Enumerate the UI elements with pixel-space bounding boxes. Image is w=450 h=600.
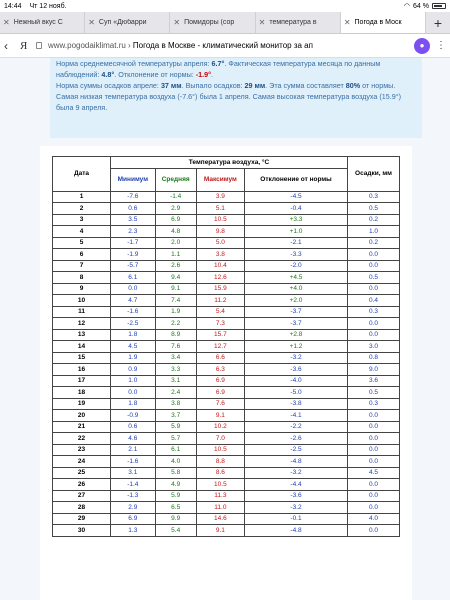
- close-icon[interactable]: ✕: [173, 18, 181, 27]
- cell-deviation: -3.8: [245, 398, 348, 410]
- url-title: Погода в Москве - климатический монитор за ап: [132, 41, 313, 50]
- cell-precip: 1.0: [348, 226, 400, 238]
- cell-deviation: -3.2: [245, 352, 348, 364]
- cell-precip: 0.0: [348, 260, 400, 272]
- cell-avg: 4.8: [155, 226, 196, 238]
- header-deviation: Отклонение от нормы: [245, 168, 348, 191]
- cell-avg: 5.8: [155, 467, 196, 479]
- cell-deviation: -3.7: [245, 318, 348, 330]
- cell-max: 9.1: [196, 410, 244, 422]
- cell-min: 4.5: [111, 341, 156, 353]
- cell-deviation: -4.4: [245, 479, 348, 491]
- url-domain: www.pogodaiklimat.ru: [48, 41, 126, 50]
- close-icon[interactable]: ✕: [88, 18, 95, 27]
- cell-precip: 0.0: [348, 283, 400, 295]
- cell-min: 0.6: [111, 203, 156, 215]
- cell-min: 2.9: [111, 502, 156, 514]
- cell-max: 9.1: [196, 525, 244, 537]
- cell-precip: 0.3: [348, 306, 400, 318]
- cell-avg: 4.0: [155, 456, 196, 468]
- cell-max: 15.7: [196, 329, 244, 341]
- cell-min: 0.0: [111, 283, 156, 295]
- tab-label: Суп «Дюбарри: [98, 19, 147, 26]
- summary-value: 6.7°: [211, 59, 225, 68]
- cell-avg: 2.0: [155, 237, 196, 249]
- cell-date: 7: [53, 260, 111, 272]
- cell-avg: 5.9: [155, 490, 196, 502]
- tab-label: Погода в Моск: [354, 19, 402, 26]
- cell-date: 14: [53, 341, 111, 353]
- cell-precip: 0.0: [348, 444, 400, 456]
- cell-precip: 3.0: [348, 341, 400, 353]
- summary-extremes: Самая низкая температура воздуха (-7.6°) была 1 апреля. Самая высокая температура воздуха (15.9°) была 9 апреля.: [56, 92, 402, 112]
- cell-date: 3: [53, 214, 111, 226]
- cell-min: -7.6: [111, 191, 156, 203]
- cell-max: 7.3: [196, 318, 244, 330]
- cell-date: 6: [53, 249, 111, 261]
- cell-date: 25: [53, 467, 111, 479]
- cell-date: 28: [53, 502, 111, 514]
- cell-precip: 0.0: [348, 490, 400, 502]
- cell-max: 7.0: [196, 433, 244, 445]
- cell-avg: 4.9: [155, 479, 196, 491]
- cell-max: 11.2: [196, 295, 244, 307]
- cell-date: 11: [53, 306, 111, 318]
- cell-date: 17: [53, 375, 111, 387]
- cell-avg: 6.1: [155, 444, 196, 456]
- weather-table: [52, 156, 400, 537]
- status-right: [404, 2, 446, 10]
- cell-precip: 0.3: [348, 398, 400, 410]
- table-row: [53, 306, 400, 318]
- tab-4[interactable]: [256, 12, 341, 33]
- cell-min: -1.4: [111, 479, 156, 491]
- cell-date: 4: [53, 226, 111, 238]
- summary-text: Норма суммы осадков апреле:: [56, 81, 161, 90]
- summary-text: .: [211, 70, 214, 79]
- table-container: [40, 146, 412, 600]
- cell-deviation: -0.1: [245, 513, 348, 525]
- table-row: [53, 249, 400, 261]
- table-row: [53, 525, 400, 537]
- cell-min: 1.3: [111, 525, 156, 537]
- cell-precip: 0.0: [348, 329, 400, 341]
- url-separator: ›: [125, 41, 133, 50]
- url-field[interactable]: [48, 41, 408, 50]
- table-row: [53, 237, 400, 249]
- cell-max: 8.6: [196, 467, 244, 479]
- cell-min: -1.6: [111, 306, 156, 318]
- cell-deviation: -3.3: [245, 249, 348, 261]
- cell-precip: 0.0: [348, 502, 400, 514]
- table-row: [53, 467, 400, 479]
- tab-label: Помидоры (сор: [184, 19, 235, 26]
- cell-deviation: -4.8: [245, 525, 348, 537]
- cell-avg: 2.9: [155, 203, 196, 215]
- header-avg: Средняя: [155, 168, 196, 191]
- cell-avg: 3.1: [155, 375, 196, 387]
- wifi-icon: ◠: [403, 3, 411, 10]
- tab-2[interactable]: [85, 12, 170, 33]
- cell-avg: 2.4: [155, 387, 196, 399]
- cell-avg: -1.4: [155, 191, 196, 203]
- cell-max: 6.6: [196, 352, 244, 364]
- cell-max: 12.6: [196, 272, 244, 284]
- tab-label: Нежный вкус С: [13, 19, 63, 26]
- cell-min: -0.9: [111, 410, 156, 422]
- table-row: [53, 318, 400, 330]
- cell-deviation: +2.8: [245, 329, 348, 341]
- cell-max: 12.7: [196, 341, 244, 353]
- cell-avg: 9.4: [155, 272, 196, 284]
- new-tab-button[interactable]: +: [433, 14, 443, 31]
- tab-3[interactable]: [170, 12, 255, 33]
- cell-precip: 0.0: [348, 456, 400, 468]
- cell-deviation: -3.2: [245, 467, 348, 479]
- cell-min: 4.6: [111, 433, 156, 445]
- summary-value: 4.8°: [101, 70, 115, 79]
- status-time: 14:44: [4, 2, 22, 10]
- cell-deviation: -2.5: [245, 444, 348, 456]
- cell-date: 19: [53, 398, 111, 410]
- table-row: [53, 364, 400, 376]
- cell-date: 24: [53, 456, 111, 468]
- summary-value: 37 мм: [160, 81, 182, 90]
- header-date: Дата: [53, 157, 111, 192]
- page-content: [0, 58, 450, 600]
- cell-avg: 1.1: [155, 249, 196, 261]
- summary-text: . Эта сумма составляет: [265, 81, 346, 90]
- status-bar: [0, 0, 450, 12]
- cell-date: 1: [53, 191, 111, 203]
- summary-precip: [56, 80, 416, 91]
- cell-date: 27: [53, 490, 111, 502]
- summary-text: . Отклонение от нормы:: [114, 70, 196, 79]
- cell-deviation: -2.6: [245, 433, 348, 445]
- cell-min: 6.9: [111, 513, 156, 525]
- cell-date: 9: [53, 283, 111, 295]
- table-row: [53, 260, 400, 272]
- cell-deviation: +4.0: [245, 283, 348, 295]
- cell-deviation: -2.1: [245, 237, 348, 249]
- cell-max: 8.8: [196, 456, 244, 468]
- cell-precip: 0.0: [348, 318, 400, 330]
- table-row: [53, 226, 400, 238]
- cell-deviation: -2.2: [245, 421, 348, 433]
- cell-deviation: +1.0: [245, 226, 348, 238]
- cell-max: 10.5: [196, 444, 244, 456]
- cell-avg: 3.7: [155, 410, 196, 422]
- cell-min: -1.6: [111, 456, 156, 468]
- cell-avg: 9.9: [155, 513, 196, 525]
- cell-min: 3.1: [111, 467, 156, 479]
- cell-deviation: -2.0: [245, 260, 348, 272]
- cell-deviation: +4.5: [245, 272, 348, 284]
- status-date: Чт 12 нояб.: [29, 2, 67, 10]
- summary-text: . Фактическая температура месяца по данным наблюдений:: [56, 59, 381, 79]
- table-row: [53, 375, 400, 387]
- table-row: [53, 421, 400, 433]
- cell-max: 9.8: [196, 226, 244, 238]
- cell-deviation: -4.0: [245, 375, 348, 387]
- cell-max: 11.3: [196, 490, 244, 502]
- cell-precip: 4.0: [348, 513, 400, 525]
- cell-precip: 0.5: [348, 203, 400, 215]
- cell-min: -2.5: [111, 318, 156, 330]
- cell-deviation: -3.6: [245, 490, 348, 502]
- cell-date: 16: [53, 364, 111, 376]
- tab-bar: [0, 12, 450, 34]
- cell-date: 30: [53, 525, 111, 537]
- cell-max: 15.9: [196, 283, 244, 295]
- cell-date: 10: [53, 295, 111, 307]
- cell-min: -1.3: [111, 490, 156, 502]
- table-row: [53, 490, 400, 502]
- cell-date: 15: [53, 352, 111, 364]
- cell-precip: 9.0: [348, 364, 400, 376]
- summary-value: -1.9°: [195, 70, 212, 79]
- cell-min: 2.3: [111, 226, 156, 238]
- cell-avg: 9.1: [155, 283, 196, 295]
- cell-min: 1.0: [111, 375, 156, 387]
- cell-precip: 0.0: [348, 433, 400, 445]
- close-icon[interactable]: ✕: [258, 18, 266, 27]
- cell-max: 5.1: [196, 203, 244, 215]
- cell-date: 20: [53, 410, 111, 422]
- cell-date: 18: [53, 387, 111, 399]
- cell-min: 0.0: [111, 387, 156, 399]
- table-row: [53, 479, 400, 491]
- header-temperature: Температура воздуха, °С: [111, 157, 348, 169]
- cell-deviation: -4.8: [245, 456, 348, 468]
- cell-date: 5: [53, 237, 111, 249]
- cell-precip: 0.2: [348, 214, 400, 226]
- cell-min: -1.9: [111, 249, 156, 261]
- lock-icon: [36, 42, 42, 49]
- table-row: [53, 410, 400, 422]
- header-min: Минимум: [111, 168, 156, 191]
- cell-min: -1.7: [111, 237, 156, 249]
- cell-max: 3.8: [196, 249, 244, 261]
- cell-deviation: -3.7: [245, 306, 348, 318]
- cell-deviation: -4.1: [245, 410, 348, 422]
- table-row: [53, 387, 400, 399]
- microphone-icon[interactable]: ●: [414, 38, 430, 54]
- tab-1[interactable]: [0, 12, 85, 33]
- cell-precip: 0.0: [348, 249, 400, 261]
- cell-deviation: -0.4: [245, 203, 348, 215]
- cell-precip: 0.4: [348, 295, 400, 307]
- cell-max: 6.3: [196, 364, 244, 376]
- cell-deviation: -5.0: [245, 387, 348, 399]
- cell-max: 10.4: [196, 260, 244, 272]
- cell-date: 12: [53, 318, 111, 330]
- summary-text: от нормы.: [360, 81, 396, 90]
- table-row: [53, 191, 400, 203]
- cell-avg: 7.6: [155, 341, 196, 353]
- summary-text: Норма среднемесячной температуры апреля:: [56, 59, 212, 68]
- cell-precip: 0.3: [348, 191, 400, 203]
- cell-deviation: -3.6: [245, 364, 348, 376]
- summary-value: 29 мм: [244, 81, 266, 90]
- cell-date: 26: [53, 479, 111, 491]
- cell-max: 6.9: [196, 375, 244, 387]
- cell-avg: 2.6: [155, 260, 196, 272]
- table-row: [53, 283, 400, 295]
- table-row: [53, 513, 400, 525]
- table-row: [53, 329, 400, 341]
- battery-percent: 64 %: [413, 2, 429, 10]
- cell-avg: 5.9: [155, 421, 196, 433]
- cell-max: 3.9: [196, 191, 244, 203]
- cell-avg: 7.4: [155, 295, 196, 307]
- summary-temp: [56, 58, 416, 80]
- cell-deviation: -3.2: [245, 502, 348, 514]
- table-body: [53, 191, 400, 536]
- close-icon[interactable]: ✕: [343, 18, 351, 27]
- cell-avg: 8.9: [155, 329, 196, 341]
- table-row: [53, 456, 400, 468]
- cell-min: 6.1: [111, 272, 156, 284]
- cell-date: 22: [53, 433, 111, 445]
- summary-value: 80%: [345, 81, 361, 90]
- cell-max: 5.0: [196, 237, 244, 249]
- table-row: [53, 214, 400, 226]
- address-bar: [0, 34, 450, 58]
- cell-precip: 3.6: [348, 375, 400, 387]
- cell-avg: 6.5: [155, 502, 196, 514]
- cell-max: 14.6: [196, 513, 244, 525]
- table-row: [53, 272, 400, 284]
- cell-min: 0.9: [111, 364, 156, 376]
- more-icon[interactable]: ⋮: [436, 40, 446, 51]
- cell-max: 11.0: [196, 502, 244, 514]
- cell-min: 3.5: [111, 214, 156, 226]
- cell-date: 2: [53, 203, 111, 215]
- cell-avg: 2.2: [155, 318, 196, 330]
- table-row: [53, 444, 400, 456]
- cell-min: 1.8: [111, 329, 156, 341]
- cell-deviation: +2.0: [245, 295, 348, 307]
- cell-avg: 1.9: [155, 306, 196, 318]
- cell-precip: 0.8: [348, 352, 400, 364]
- table-row: [53, 502, 400, 514]
- cell-avg: 3.4: [155, 352, 196, 364]
- cell-precip: 0.5: [348, 387, 400, 399]
- back-icon[interactable]: ‹: [4, 38, 8, 53]
- tab-label: температура в: [269, 19, 317, 26]
- table-row: [53, 203, 400, 215]
- cell-date: 29: [53, 513, 111, 525]
- cell-date: 8: [53, 272, 111, 284]
- cell-max: 10.5: [196, 479, 244, 491]
- battery-icon: [432, 3, 446, 9]
- cell-deviation: +1.2: [245, 341, 348, 353]
- summary-text: . Выпало осадков:: [181, 81, 245, 90]
- cell-max: 5.4: [196, 306, 244, 318]
- cell-date: 23: [53, 444, 111, 456]
- cell-max: 7.6: [196, 398, 244, 410]
- summary-box: [50, 58, 422, 138]
- cell-precip: 0.0: [348, 421, 400, 433]
- table-row: [53, 398, 400, 410]
- yandex-logo-icon[interactable]: Я: [20, 39, 28, 52]
- cell-precip: 0.0: [348, 525, 400, 537]
- cell-avg: 6.9: [155, 214, 196, 226]
- cell-max: 10.5: [196, 214, 244, 226]
- tab-5-active[interactable]: [341, 12, 426, 33]
- cell-precip: 0.0: [348, 410, 400, 422]
- table-row: [53, 433, 400, 445]
- header-max: Максимум: [196, 168, 244, 191]
- cell-min: -5.7: [111, 260, 156, 272]
- cell-precip: 4.5: [348, 467, 400, 479]
- cell-deviation: -4.5: [245, 191, 348, 203]
- table-row: [53, 341, 400, 353]
- cell-min: 0.6: [111, 421, 156, 433]
- cell-deviation: +3.3: [245, 214, 348, 226]
- cell-date: 13: [53, 329, 111, 341]
- cell-max: 6.9: [196, 387, 244, 399]
- cell-avg: 3.3: [155, 364, 196, 376]
- cell-max: 10.2: [196, 421, 244, 433]
- cell-min: 1.8: [111, 398, 156, 410]
- status-left: [4, 3, 73, 10]
- header-precip: Осадки, мм: [348, 157, 400, 192]
- cell-avg: 3.8: [155, 398, 196, 410]
- cell-min: 1.9: [111, 352, 156, 364]
- cell-precip: 0.0: [348, 479, 400, 491]
- close-icon[interactable]: ✕: [3, 18, 10, 27]
- table-row: [53, 295, 400, 307]
- cell-avg: 5.7: [155, 433, 196, 445]
- table-row: [53, 352, 400, 364]
- cell-precip: 0.5: [348, 272, 400, 284]
- cell-min: 4.7: [111, 295, 156, 307]
- cell-precip: 0.2: [348, 237, 400, 249]
- cell-date: 21: [53, 421, 111, 433]
- cell-min: 2.1: [111, 444, 156, 456]
- cell-avg: 5.4: [155, 525, 196, 537]
